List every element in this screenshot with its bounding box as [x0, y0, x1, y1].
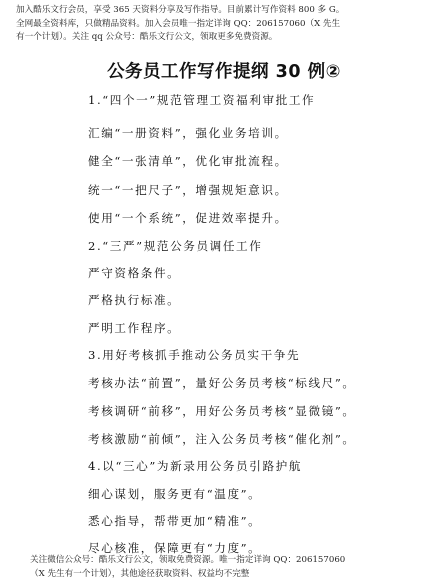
section-heading-4: 4.以“三心”为新录用公务员引路护航 — [88, 459, 303, 473]
body-line: 汇编“一册资料”，强化业务培训。 — [88, 126, 288, 140]
body-line: 严格执行标准。 — [88, 293, 181, 307]
header-line-3: 有一个计划）。关注 qq 公众号：酷乐文行公文，领取更多免费资源。 — [16, 32, 278, 42]
header-line-2: 全网最全资料库，只做精品资料。加入会员唯一指定详询 QQ：206157060（X 先生 — [16, 18, 341, 29]
footer-line-1: 关注微信公众号：酷乐文行公文，领取免费资源。唯一指定详询 QQ：206157060 — [30, 555, 346, 565]
section-heading-3: 3.用好考核抓手推动公务员实干争先 — [88, 348, 301, 362]
body-line: 统一“一把尺子”，增强规矩意识。 — [88, 183, 288, 197]
body-line: 细心谋划，服务更有“温度”。 — [88, 487, 262, 501]
body-line: 考核调研“前移”，用好公务员考核“显微镜”。 — [88, 404, 356, 418]
header-line-1: 加入酷乐文行会员，享受 365 天资料分享及写作指导。目前累计写作资料 800 多 G。 — [16, 5, 345, 15]
body-line: 严守资格条件。 — [88, 266, 181, 280]
body-line: 健全“一张清单”，优化审批流程。 — [88, 154, 288, 168]
body-line: 考核办法“前置”，量好公务员考核“标线尺”。 — [88, 376, 356, 390]
body-line: 尽心核准，保障更有“力度”。 — [88, 541, 262, 555]
promo-footer — [30, 553, 430, 581]
body-line: 考核激励“前倾”，注入公务员考核“催化剂”。 — [88, 432, 356, 446]
body-line: 使用“一个系统”，促进效率提升。 — [88, 211, 288, 225]
body-line: 悉心指导，帮带更加“精准”。 — [88, 514, 262, 528]
body-line: 严明工作程序。 — [88, 321, 181, 335]
section-heading-1: 1.“四个一”规范管理工资福利审批工作 — [88, 93, 316, 107]
section-heading-2: 2.“三严”规范公务员调任工作 — [88, 239, 263, 253]
footer-line-2: （X 先生有一个计划），其他途径获取资料、权益均不完整 — [30, 569, 250, 579]
document-title: 公务员工作写作提纲 30 例② — [107, 62, 341, 82]
